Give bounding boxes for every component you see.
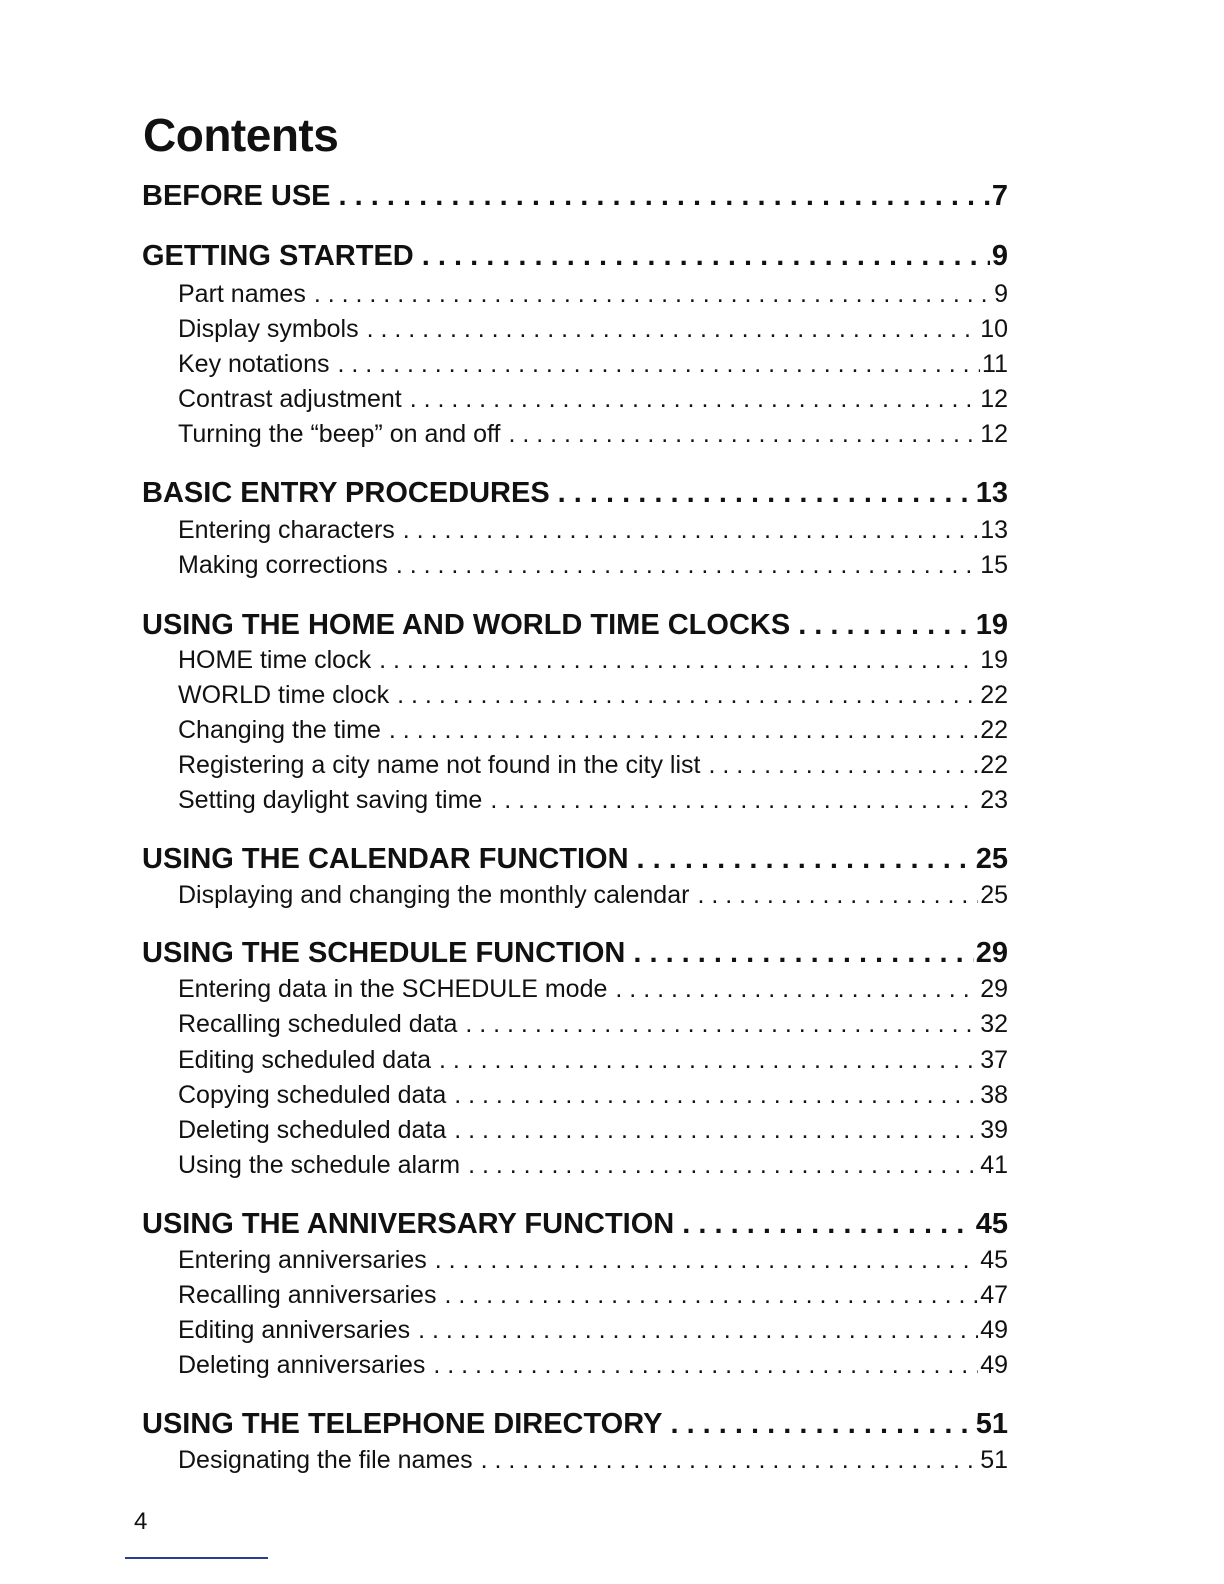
- toc-page-number: 10: [980, 315, 1008, 343]
- toc-label: HOME time clock: [178, 646, 372, 674]
- toc-dot-leader: [379, 646, 978, 675]
- toc-dot-leader: [468, 1151, 978, 1180]
- toc-section-row: [142, 843, 1008, 879]
- toc-dot-leader: [397, 681, 978, 710]
- toc-page-number: 29: [980, 975, 1008, 1003]
- toc-dot-leader: [454, 1116, 978, 1145]
- toc-label: Using the schedule alarm: [178, 1151, 461, 1179]
- toc-dot-leader: [508, 420, 978, 449]
- toc-dot-leader: [637, 843, 974, 876]
- toc-label: USING THE TELEPHONE DIRECTORY: [142, 1408, 663, 1440]
- toc-label: Entering characters: [178, 516, 395, 544]
- toc-entry-row: [178, 1246, 1008, 1278]
- toc-dot-leader: [410, 385, 978, 414]
- toc-page-number: 22: [980, 716, 1008, 744]
- toc-section-row: [142, 937, 1008, 973]
- toc-label: USING THE ANNIVERSARY FUNCTION: [142, 1208, 675, 1240]
- toc-page-number: 49: [980, 1316, 1008, 1344]
- toc-dot-leader: [435, 1246, 978, 1275]
- toc-page-number: 22: [980, 681, 1008, 709]
- toc-label: Recalling scheduled data: [178, 1010, 458, 1038]
- toc-entry-row: [178, 516, 1008, 548]
- toc-page-number: 13: [975, 477, 1008, 509]
- toc-entry-row: [178, 1316, 1008, 1348]
- toc-label: USING THE CALENDAR FUNCTION: [142, 843, 629, 875]
- toc-page-number: 51: [975, 1408, 1008, 1440]
- toc-dot-leader: [444, 1281, 978, 1310]
- toc-label: Display symbols: [178, 315, 359, 343]
- toc-page-number: 39: [980, 1116, 1008, 1144]
- toc-dot-leader: [367, 315, 979, 344]
- toc-page-number: 9: [991, 240, 1008, 272]
- toc-entry-row: [178, 1151, 1008, 1183]
- toc-label: Deleting anniversaries: [178, 1351, 426, 1379]
- toc-page-number: 13: [980, 516, 1008, 544]
- toc-entry-row: [178, 716, 1008, 748]
- toc-label: Editing anniversaries: [178, 1316, 411, 1344]
- toc-label: Changing the time: [178, 716, 381, 744]
- toc-entry-row: [178, 1010, 1008, 1042]
- toc-label: Contrast adjustment: [178, 385, 402, 413]
- toc-page-number: 25: [980, 881, 1008, 909]
- toc-entry-row: [178, 751, 1008, 783]
- toc-dot-leader: [403, 516, 978, 545]
- toc-section-row: [142, 180, 1008, 216]
- toc-page-number: 12: [980, 420, 1008, 448]
- toc-entry-row: [178, 551, 1008, 583]
- toc-dot-leader: [709, 751, 979, 780]
- toc-dot-leader: [490, 786, 978, 815]
- toc-entry-row: [178, 1351, 1008, 1383]
- toc-page-number: 25: [975, 843, 1008, 875]
- toc-dot-leader: [454, 1081, 978, 1110]
- toc-label: Making corrections: [178, 551, 388, 579]
- toc-page-number: 51: [980, 1446, 1008, 1474]
- toc-label: Recalling anniversaries: [178, 1281, 437, 1309]
- toc-page-number: 11: [982, 350, 1008, 378]
- page-title: Contents: [143, 109, 339, 161]
- toc-page-number: 7: [991, 180, 1008, 212]
- toc-dot-leader: [396, 551, 978, 580]
- toc-label: USING THE SCHEDULE FUNCTION: [142, 937, 626, 969]
- toc-label: Turning the “beep” on and off: [178, 420, 501, 448]
- toc-entry-row: [178, 420, 1008, 452]
- toc-entry-row: [178, 881, 1008, 913]
- toc-page-number: 15: [980, 551, 1008, 579]
- toc-page-number: 22: [980, 751, 1008, 779]
- toc-label: Entering anniversaries: [178, 1246, 427, 1274]
- toc-entry-row: [178, 280, 1008, 312]
- toc-label: Registering a city name not found in the city list: [178, 751, 701, 779]
- toc-page-number: 45: [975, 1208, 1008, 1240]
- toc-page-number: 19: [975, 609, 1008, 641]
- toc-page-number: 49: [980, 1351, 1008, 1379]
- toc-page-number: 12: [980, 385, 1008, 413]
- toc-dot-leader: [314, 280, 992, 309]
- toc-entry-row: [178, 1046, 1008, 1078]
- toc-entry-row: [178, 315, 1008, 347]
- toc-entry-row: [178, 1081, 1008, 1113]
- toc-dot-leader: [697, 881, 978, 910]
- toc-label: Setting daylight saving time: [178, 786, 483, 814]
- toc-dot-leader: [389, 716, 978, 745]
- toc-section-row: [142, 240, 1008, 276]
- toc-label: Designating the file names: [178, 1446, 473, 1474]
- toc-dot-leader: [798, 609, 974, 642]
- toc-entry-row: [178, 786, 1008, 818]
- toc-entry-row: [178, 681, 1008, 713]
- toc-page-number: 41: [980, 1151, 1008, 1179]
- toc-page-number: 23: [980, 786, 1008, 814]
- toc-dot-leader: [433, 1351, 978, 1380]
- toc-dot-leader: [481, 1446, 979, 1475]
- toc-dot-leader: [418, 1316, 978, 1345]
- toc-page-number: 19: [980, 646, 1008, 674]
- toc-page-number: 29: [975, 937, 1008, 969]
- toc-label: Deleting scheduled data: [178, 1116, 447, 1144]
- toc-section-row: [142, 609, 1008, 645]
- toc-page-number: 38: [980, 1081, 1008, 1109]
- toc-dot-leader: [439, 1046, 978, 1075]
- toc-label: GETTING STARTED: [142, 240, 414, 272]
- toc-entry-row: [178, 646, 1008, 678]
- toc-section-row: [142, 1208, 1008, 1244]
- toc-page-number: 32: [980, 1010, 1008, 1038]
- toc-dot-leader: [682, 1208, 973, 1241]
- toc-label: BASIC ENTRY PROCEDURES: [142, 477, 550, 509]
- page-number: 4: [134, 1508, 148, 1535]
- toc-label: Displaying and changing the monthly calendar: [178, 881, 690, 909]
- toc-page-number: 37: [980, 1046, 1008, 1074]
- toc-entry-row: [178, 1446, 1008, 1478]
- toc-section-row: [142, 477, 1008, 513]
- toc-dot-leader: [670, 1408, 973, 1441]
- toc-label: Editing scheduled data: [178, 1046, 431, 1074]
- toc-entry-row: [178, 350, 1008, 382]
- toc-section-row: [142, 1408, 1008, 1444]
- toc-dot-leader: [615, 975, 978, 1004]
- toc-entry-row: [178, 975, 1008, 1007]
- toc-dot-leader: [422, 240, 990, 273]
- toc-label: Entering data in the SCHEDULE mode: [178, 975, 608, 1003]
- toc-dot-leader: [465, 1010, 978, 1039]
- toc-label: WORLD time clock: [178, 681, 390, 709]
- toc-label: USING THE HOME AND WORLD TIME CLOCKS: [142, 609, 791, 641]
- toc-dot-leader: [339, 180, 990, 213]
- toc-entry-row: [178, 1281, 1008, 1313]
- toc-dot-leader: [558, 477, 974, 510]
- toc-entry-row: [178, 1116, 1008, 1148]
- toc-dot-leader: [633, 937, 973, 970]
- toc-page-number: 45: [980, 1246, 1008, 1274]
- toc-entry-row: [178, 385, 1008, 417]
- toc-page-number: 9: [994, 280, 1008, 308]
- footer-rule: [125, 1557, 268, 1559]
- toc-label: Copying scheduled data: [178, 1081, 447, 1109]
- toc-dot-leader: [338, 350, 981, 379]
- toc-page-number: 47: [980, 1281, 1008, 1309]
- toc-label: BEFORE USE: [142, 180, 331, 212]
- toc-label: Key notations: [178, 350, 330, 378]
- toc-label: Part names: [178, 280, 306, 308]
